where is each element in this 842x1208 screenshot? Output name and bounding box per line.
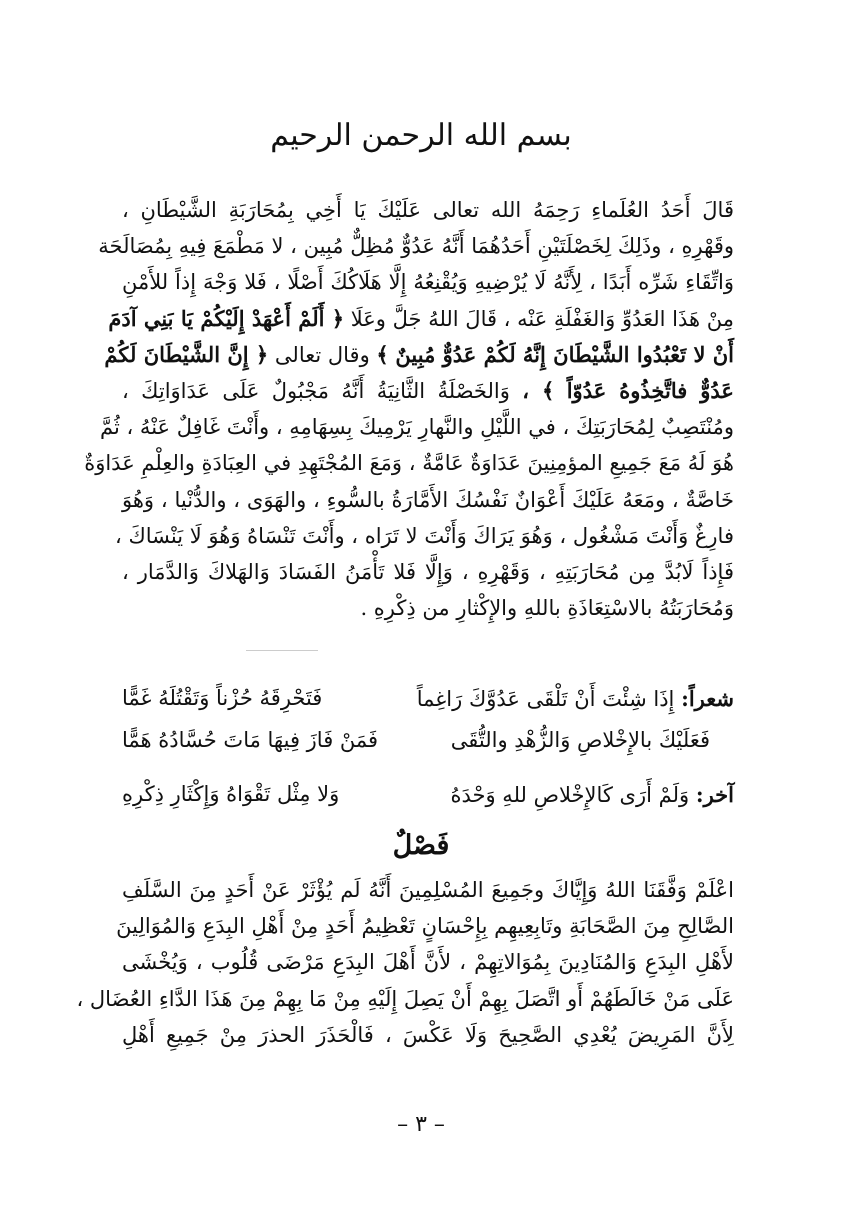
text-segment: مِنْ هَذَا العَدُوِّ وَالغَفْلَةِ عَنْه ، قَالَ اللهُ جَلَّ وعَلَا [350, 306, 734, 331]
text-line-with-verse [104, 337, 734, 373]
section-heading: فَصْلٌ [392, 830, 450, 861]
text-line: خَاصَّةٌ ، ومَعَهُ عَلَيْكَ أَعْوَانٌ نَفْسُكَ الأَمَّارَةُ بالسُّوءِ ، والهَوَى ، والدُّنْيا ، وَهُوَ [122, 487, 734, 512]
quran-close: ﴾ [376, 341, 389, 367]
text-line: لِأَنَّ المَرِيضَ يُعْدِي الصَّحِيحَ وَلَا عَكْسَ ، فَالْحَذَرَ الحذرَ مِنْ جَمِيعِ أَهْلِ [122, 1022, 734, 1047]
text-line: اعْلَمْ وَفَّقَنَا اللهُ وَإِيَّاكَ وجَمِيعَ المُسْلِمِينَ أَنَّهُ لَم يُؤْثَرْ عَنْ أَحَدٍ مِنَ السَّلَفِ [122, 878, 734, 902]
verse-label: شعراً: [681, 686, 734, 711]
text-line: فارِغٌ وَأَنْتَ مَشْغُول ، وَهُوَ يَرَاكَ وَأَنْتَ لا تَرَاه ، وأَنْتَ تَنْسَاهُ وَهُوَ لَا يَنْسَاكَ ، [115, 523, 734, 548]
basmala-header: بسم الله الرحمن الرحيم [270, 118, 572, 153]
text-line: فَإِذاً لَابُدَّ مِن مُحَارَبَتِهِ ، وَقَهْرِهِ ، وَإِلَّا فَلا تَأْمَنُ الفَسَادَ وَالهَلاكَ وَالدَّمَار ، [122, 560, 734, 585]
verse-first-hemistich [450, 782, 734, 807]
quran-quote: أَنْ لا تَعْبُدُوا الشَّيْطَانَ إِنَّهُ لَكُمْ عَدُوٌّ مُبِينٌ [395, 341, 734, 367]
text-line: ومُنْتَصِبٌ لِمُحَارَبَتِكَ ، في اللَّيْلِ والنَّهارِ يَرْمِيكَ بِسِهَامِهِ ، وأَنْتَ غَافِلٌ عَنْهُ ، ثُمَّ [99, 415, 734, 440]
text-line-with-verse [122, 373, 734, 409]
opening-paragraph [84, 192, 734, 626]
verse-first-hemistich [417, 686, 734, 711]
text-line-with-verse [108, 301, 734, 337]
text-line: وَمُحَارَبَتُهُ بالاسْتِعَاذَةِ باللهِ والإِكْثارِ من ذِكْرِهِ . [360, 596, 734, 621]
verse-second-hemistich: وَلا مِثْل تَقْوَاهُ وَإِكْثَارِ ذِكْرِهِ [122, 782, 340, 806]
text-line: الصَّالِحِ مِنَ الصَّحَابَةِ وتَابِعِيهِم بِإِحْسَانٍ تَعْظِيمُ أَحَدٍ مِنْ أَهْلِ البِدَعِ وَالمُوَالِينَ [116, 914, 734, 939]
quran-quote: عَدُوٌّ فاتَّخِذُوهُ عَدُوّاً [566, 378, 734, 404]
verse-text: وَلَمْ أَرَى كَالإِخْلاصِ للهِ وَحْدَهُ [450, 783, 690, 807]
section-paragraph [76, 872, 734, 1053]
quran-quote: ﴿ إِنَّ الشَّيْطَانَ لَكُمْ [104, 341, 269, 367]
faint-rule [246, 650, 318, 651]
text-segment: وَالخَصْلَةُ الثَّانِيَةُ أَنَّهُ مَجْبُولٌ عَلَى عَدَاوَاتِكَ ، [122, 379, 510, 404]
quran-quote: ﴿ أَلَمْ أَعْهَدْ إِلَيْكُمْ يَا بَنِي آدَمَ [108, 305, 345, 331]
text-line: لأَهْلِ البِدَعِ وَالمُنَادِينَ بِمُوَالاتِهِمْ ، لأَنَّ أَهْلَ البِدَعِ مَرْضَى قُلُوب ، وَيُخْشَى [122, 950, 734, 975]
verse-second-hemistich: فَتَحْرِقَهُ حُزْناً وَتَقْتُلَهُ غَمًّا [122, 686, 323, 710]
text-line: عَلَى مَنْ خَالَطَهُمْ أَو اتَّصَلَ بِهِمْ أَنْ يَصِلَ إِلَيْهِ مِنْ مَا بِهِمْ مِنَ هَذَا الدَّاءِ العُضَال ، [76, 986, 734, 1011]
quran-close: ﴾ ، [522, 378, 555, 404]
text-line: وَاتِّقَاءِ شَرِّه أَبَدًا ، لِأَنَّهُ لَا يُرْضِيهِ وَيُقْنِعُهُ إِلَّا هَلَاكُكَ أَصْلًا ، فَلا وَجْهَ إِذاً للأَمْنِ [122, 270, 734, 295]
verse-label: آخر: [695, 782, 734, 807]
poem-verse [122, 782, 734, 818]
text-line: قَالَ أَحَدُ العُلَماءِ رَحِمَهُ الله تعالى عَلَيْكَ يَا أَخِي بِمُحَارَبَةِ الشَّيْطَانِ ، [122, 198, 734, 222]
poem-verse [122, 686, 734, 722]
text-line: هُوَ لَهُ مَعَ جَمِيعِ المؤمِنِينَ عَدَاوَةٌ عَامَّةٌ ، وَمَعَ المُجْتَهِدِ في العِبَادَةِ والعِلْمِ عَدَاوَةٌ [84, 451, 734, 476]
text-segment: وقال تعالى [274, 342, 370, 367]
page-number: – ٣ – [397, 1112, 445, 1137]
verse-second-hemistich: فَمَنْ فَازَ فِيهَا مَاتَ حُسَّادُهُ هَمًّا [122, 728, 379, 752]
verse-text: إِذَا شِئْتَ أَنْ تَلْقَى عَدُوَّكَ رَاغِماً [416, 687, 675, 711]
verse-first-hemistich: فَعَلَيْكَ بالإِخْلاصِ وَالزُّهْدِ والتُّقَى [450, 728, 710, 752]
text-line: وقَهْرِهِ ، وذَلِكَ لِخَصْلَتَيْنِ أَحَدُهُمَا أَنَّهُ عَدُوٌّ مُظِلٌّ مُبِين ، لا مَطْمَعَ فِيهِ بِمُصَالَحَة [98, 234, 734, 259]
poem-verse [122, 728, 734, 764]
